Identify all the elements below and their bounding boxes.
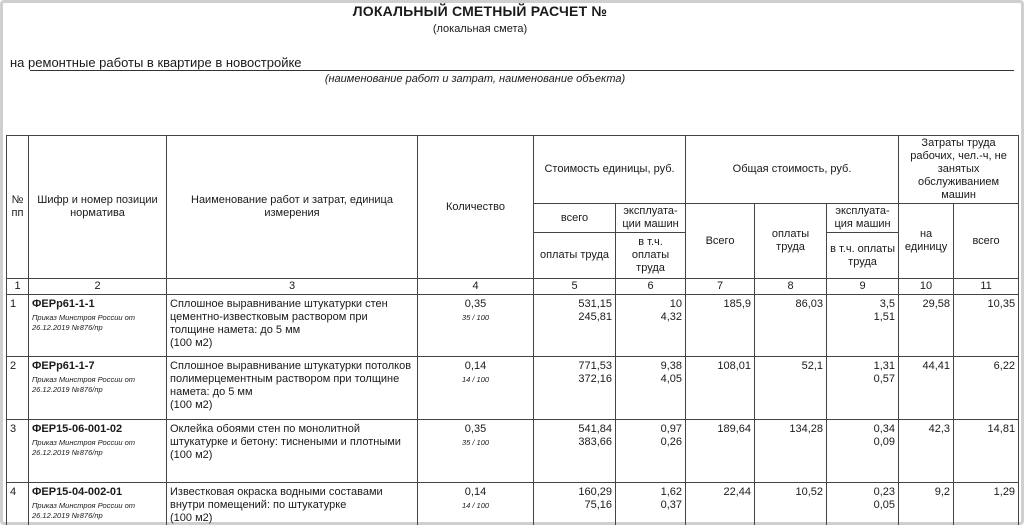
row-total-wages: 10,52 xyxy=(755,483,827,525)
column-number: 9 xyxy=(827,279,899,295)
row-unit-cost-cell xyxy=(534,295,616,357)
row-note: Приказ Минстроя России от 26.12.2019 №876/пр xyxy=(32,501,136,520)
header-total-cost: Общая стоимость, руб. xyxy=(686,136,899,204)
header-unit-cost: Стоимость единицы, руб. xyxy=(534,136,686,204)
row-qty-cell xyxy=(418,357,534,420)
column-number: 10 xyxy=(899,279,954,295)
column-number-row xyxy=(7,279,1019,295)
document-title: ЛОКАЛЬНЫЙ СМЕТНЫЙ РАСЧЕТ № xyxy=(352,3,608,19)
row-labor-unit: 44,41 xyxy=(899,357,954,420)
header-total-wages: оплаты труда xyxy=(755,204,827,279)
column-number: 1 xyxy=(7,279,29,295)
row-total-machines: 1,31 xyxy=(873,360,896,372)
row-num: 2 xyxy=(7,357,29,420)
row-unit-cost-incl: 4,32 xyxy=(660,311,683,323)
column-number: 4 xyxy=(418,279,534,295)
column-number: 8 xyxy=(755,279,827,295)
column-number: 3 xyxy=(167,279,418,295)
row-unit-cost-machines: 10 xyxy=(669,298,683,310)
header-labor-all: всего xyxy=(954,204,1019,279)
row-code-cell xyxy=(29,483,167,525)
row-code: ФЕР15-06-001-02 xyxy=(32,423,123,435)
header-total-all: Всего xyxy=(686,204,755,279)
document-subtitle: (локальная смета) xyxy=(432,23,528,35)
column-number: 2 xyxy=(29,279,167,295)
row-name: Оклейка обоями стен по монолитной штукатурке и бетону: тиснеными и плотными xyxy=(170,423,401,448)
row-name: Сплошное выравнивание штукатурки потолков полимерцементным раствором при толщине намета: до 5 мм xyxy=(170,360,412,398)
row-labor-all: 1,29 xyxy=(954,483,1019,525)
row-unit-cost-wages: 245,81 xyxy=(578,311,612,323)
row-total-incl: 0,57 xyxy=(873,373,896,385)
row-unit-cost-wages: 383,66 xyxy=(578,436,612,448)
row-unit: (100 м2) xyxy=(170,512,213,524)
row-unit-machines-cell xyxy=(616,295,686,357)
row-unit-cost-machines: 9,38 xyxy=(660,360,683,372)
row-labor-all: 14,81 xyxy=(954,420,1019,483)
row-num: 4 xyxy=(7,483,29,525)
object-name: ремонтные работы в квартире в новостройке xyxy=(28,55,302,70)
row-unit: (100 м2) xyxy=(170,449,213,461)
header-num: № пп xyxy=(7,136,29,279)
row-total-wages: 52,1 xyxy=(755,357,827,420)
row-labor-all: 6,22 xyxy=(954,357,1019,420)
row-total-machines-cell xyxy=(827,357,899,420)
row-code: ФЕРр61-1-7 xyxy=(32,360,95,372)
row-total-machines: 0,34 xyxy=(873,423,896,435)
table-row xyxy=(7,357,1019,420)
row-unit-cost-incl: 4,05 xyxy=(660,373,683,385)
column-number: 7 xyxy=(686,279,755,295)
row-unit-cost-all: 160,29 xyxy=(578,486,612,498)
row-unit-cost-cell xyxy=(534,483,616,525)
row-total-wages: 86,03 xyxy=(755,295,827,357)
row-unit-cost-all: 541,84 xyxy=(578,423,612,435)
row-total-machines-cell xyxy=(827,420,899,483)
row-qty: 0,14 xyxy=(464,486,487,498)
column-number: 11 xyxy=(954,279,1019,295)
row-num: 1 xyxy=(7,295,29,357)
column-number: 6 xyxy=(616,279,686,295)
row-name-cell xyxy=(167,420,418,483)
header-quantity: Количество xyxy=(418,136,534,279)
row-qty: 0,14 xyxy=(464,360,487,372)
row-qty-note: 35 / 100 xyxy=(461,438,490,447)
row-qty-cell xyxy=(418,295,534,357)
row-name: Сплошное выравнивание штукатурки стен цементно-известковым раствором при толщине намета: до 5 мм xyxy=(170,298,388,336)
row-unit: (100 м2) xyxy=(170,399,213,411)
row-unit-cost-machines: 1,62 xyxy=(660,486,683,498)
header-unit-cost-machines: эксплуата-ции машин xyxy=(616,204,686,233)
row-labor-unit: 9,2 xyxy=(899,483,954,525)
row-unit-machines-cell xyxy=(616,483,686,525)
row-name-cell xyxy=(167,483,418,525)
row-unit-cost-cell xyxy=(534,357,616,420)
header-total-machines: эксплуата-ция машин xyxy=(827,204,899,233)
column-number: 5 xyxy=(534,279,616,295)
row-unit: (100 м2) xyxy=(170,337,213,349)
row-note: Приказ Минстроя России от 26.12.2019 №876/пр xyxy=(32,438,136,457)
row-name-cell xyxy=(167,357,418,420)
row-qty-note: 14 / 100 xyxy=(461,375,490,384)
header-labor: Затраты труда рабочих, чел.-ч, не занятых обслуживанием машин xyxy=(899,136,1019,204)
row-name-cell xyxy=(167,295,418,357)
table-row xyxy=(7,420,1019,483)
row-total-incl: 0,05 xyxy=(873,499,896,511)
row-labor-all: 10,35 xyxy=(954,295,1019,357)
row-num: 3 xyxy=(7,420,29,483)
row-note: Приказ Минстроя России от 26.12.2019 №876/пр xyxy=(32,313,136,332)
row-total-all: 22,44 xyxy=(686,483,755,525)
header-labor-unit: на единицу xyxy=(899,204,954,279)
row-code: ФЕРр61-1-1 xyxy=(32,298,95,310)
row-note: Приказ Минстроя России от 26.12.2019 №876/пр xyxy=(32,375,136,394)
row-qty-note: 14 / 100 xyxy=(461,501,490,510)
row-qty-cell xyxy=(418,483,534,525)
row-qty-cell xyxy=(418,420,534,483)
row-total-all: 189,64 xyxy=(686,420,755,483)
row-unit-cost-wages: 75,16 xyxy=(584,499,612,511)
row-qty: 0,35 xyxy=(464,298,487,310)
row-qty: 0,35 xyxy=(464,423,487,435)
row-total-all: 185,9 xyxy=(686,295,755,357)
object-line xyxy=(10,55,302,70)
object-underline xyxy=(30,70,1014,71)
row-total-incl: 0,09 xyxy=(873,436,896,448)
header-unit-cost-incl-wages: в т.ч. оплаты труда xyxy=(616,233,686,279)
table-row xyxy=(7,483,1019,525)
row-unit-cost-machines: 0,97 xyxy=(660,423,683,435)
row-code: ФЕР15-04-002-01 xyxy=(32,486,123,498)
row-total-machines-cell xyxy=(827,295,899,357)
row-total-all: 108,01 xyxy=(686,357,755,420)
row-qty-note: 35 / 100 xyxy=(461,313,490,322)
row-code-cell xyxy=(29,295,167,357)
row-total-machines: 3,5 xyxy=(879,298,896,310)
row-code-cell xyxy=(29,357,167,420)
row-labor-unit: 29,58 xyxy=(899,295,954,357)
row-labor-unit: 42,3 xyxy=(899,420,954,483)
row-unit-cost-wages: 372,16 xyxy=(578,373,612,385)
header-total-incl-wages: в т.ч. оплаты труда xyxy=(827,233,899,279)
table-row xyxy=(7,295,1019,357)
header-unit-cost-wages: оплаты труда xyxy=(534,233,616,279)
object-caption: (наименование работ и затрат, наименование объекта) xyxy=(324,73,626,85)
row-unit-machines-cell xyxy=(616,357,686,420)
row-name: Известковая окраска водными составами внутри помещений: по штукатурке xyxy=(170,486,383,511)
row-code-cell xyxy=(29,420,167,483)
row-total-incl: 1,51 xyxy=(873,311,896,323)
row-total-machines: 0,23 xyxy=(873,486,896,498)
estimate-table xyxy=(6,135,1019,525)
object-prefix: на xyxy=(10,55,25,70)
header-name: Наименование работ и затрат, единица измерения xyxy=(167,136,418,279)
row-unit-machines-cell xyxy=(616,420,686,483)
header-unit-cost-all: всего xyxy=(534,204,616,233)
row-total-wages: 134,28 xyxy=(755,420,827,483)
header-code: Шифр и номер позиции норматива xyxy=(29,136,167,279)
row-unit-cost-cell xyxy=(534,420,616,483)
row-unit-cost-all: 531,15 xyxy=(578,298,612,310)
row-unit-cost-all: 771,53 xyxy=(578,360,612,372)
row-unit-cost-incl: 0,26 xyxy=(660,436,683,448)
row-total-machines-cell xyxy=(827,483,899,525)
row-unit-cost-incl: 0,37 xyxy=(660,499,683,511)
